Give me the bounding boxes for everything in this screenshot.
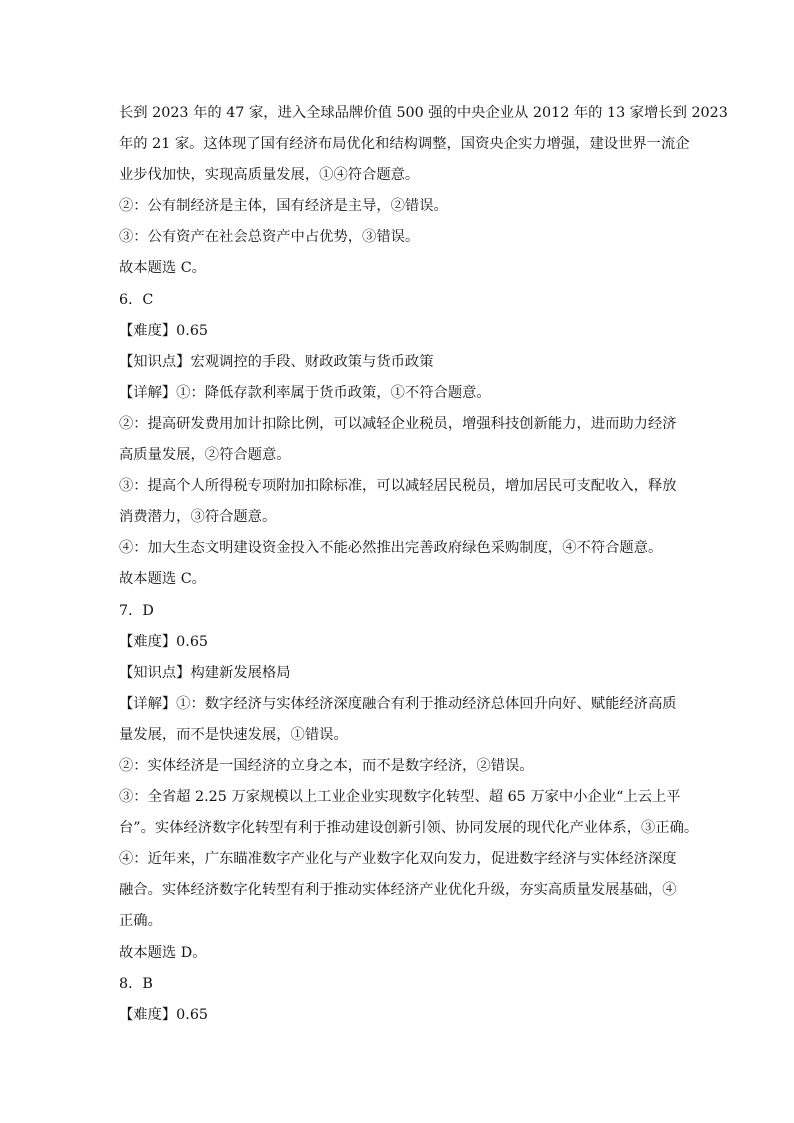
knowledge-point-label: 【知识点】构建新发展格局 <box>119 664 291 681</box>
difficulty-label: 【难度】0.65 <box>119 633 209 650</box>
text-line: ③：公有资产在社会总资产中占优势，③错误。 <box>119 229 420 246</box>
text-line: 高质量发展，②符合题意。 <box>119 447 291 464</box>
answer-text-block <box>119 98 728 1031</box>
knowledge-point-label: 【知识点】宏观调控的手段、财政政策与货币政策 <box>119 353 434 370</box>
detail-explanation: 【详解】①：降低存款利率属于货币政策，①不符合题意。 <box>119 384 491 401</box>
answer-conclusion: 故本题选 C。 <box>119 260 206 277</box>
question-number: 6．C <box>119 291 154 308</box>
text-line: ②：公有制经济是主体，国有经济是主导，②错误。 <box>119 198 448 215</box>
text-line: ③：提高个人所得税专项附加扣除标准，可以减轻居民税员，增加居民可支配收入，释放 <box>119 478 677 495</box>
detail-explanation: 【详解】①：数字经济与实体经济深度融合有利于推动经济总体回升向好、赋能经济高质 <box>119 695 677 712</box>
text-line: 年的 21 家。这体现了国有经济布局优化和结构调整，国资央企实力增强，建设世界一流企 <box>119 136 690 153</box>
text-line: 消费潜力，③符合题意。 <box>119 509 277 526</box>
text-line: ④：近年来，广东瞄准数字产业化与产业数字化双向发力，促进数字经济与实体经济深度 <box>119 851 677 868</box>
text-line: 正确。 <box>119 913 162 930</box>
answer-conclusion: 故本题选 D。 <box>119 944 207 961</box>
text-line: 台”。实体经济数字化转型有利于推动建设创新引领、协同发展的现代化产业体系，③正确。 <box>119 820 699 837</box>
difficulty-label: 【难度】0.65 <box>119 322 209 339</box>
question-number: 8．B <box>119 975 153 992</box>
text-line: 量发展，而不是快速发展，①错误。 <box>119 726 348 743</box>
text-line: 融合。实体经济数字化转型有利于推动实体经济产业优化升级，夯实高质量发展基础，④ <box>119 882 677 899</box>
text-line: 业步伐加快，实现高质量发展，①④符合题意。 <box>119 167 420 184</box>
question-number: 7．D <box>119 602 154 619</box>
text-line: ③：全省超 2.25 万家规模以上工业企业实现数字化转型、超 65 万家中小企业“上云上平 <box>119 789 681 806</box>
text-line: ④：加大生态文明建设资金投入不能必然推出完善政府绿色采购制度，④不符合题意。 <box>119 540 663 557</box>
text-line: 长到 2023 年的 47 家，进入全球品牌价值 500 强的中央企业从 2012 年的 13 家增长到 2023 <box>119 105 728 121</box>
answer-conclusion: 故本题选 C。 <box>119 571 206 588</box>
text-line: ②：提高研发费用加计扣除比例，可以减轻企业税员，增强科技创新能力，进而助力经济 <box>119 415 677 432</box>
difficulty-label: 【难度】0.65 <box>119 1006 209 1023</box>
text-line: ②：实体经济是一国经济的立身之本，而不是数字经济，②错误。 <box>119 757 534 774</box>
